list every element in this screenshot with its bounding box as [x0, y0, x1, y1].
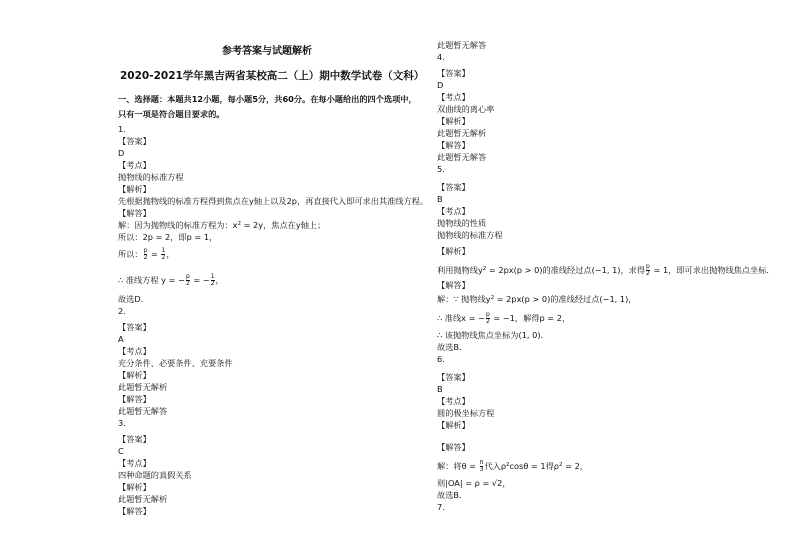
q2-solution: 此题暂无解答 [118, 406, 168, 416]
analysis-label: 【解析】 [437, 246, 470, 256]
q6-point: 圆的极坐标方程 [437, 408, 495, 418]
point-label: 【考点】 [118, 346, 151, 356]
q3-number: 3. [118, 418, 126, 428]
point-label: 【考点】 [437, 396, 470, 406]
solution-label: 【解答】 [437, 442, 470, 452]
analysis-label: 【解析】 [118, 482, 151, 492]
q6-answer: B [437, 384, 443, 394]
solution-label: 【解答】 [118, 208, 151, 218]
q3-solution: 此题暂无解答 [437, 40, 487, 50]
solution-label: 【解答】 [437, 140, 470, 150]
point-label: 【考点】 [118, 160, 151, 170]
q6-solution-line1: 解：将θ = $\frac{\pi}{3}$ 代入$\rho^2\cos\theta = 1$得$\rho^2 = 2$， [437, 459, 588, 473]
q5-analysis: 利用抛物线$y^2 = 2px(p > 0)$的准线经过点(−1, 1)，求得 $\frac{p}{2}$ = 1，即可求出抛物线焦点坐标． [437, 263, 775, 277]
analysis-label: 【解析】 [118, 184, 151, 194]
q1-solution-line2: 所以：2p = 2，即p = 1， [118, 232, 218, 242]
analysis-label: 【解析】 [437, 116, 470, 126]
q4-solution: 此题暂无解答 [437, 152, 487, 162]
answer-title: 参考答案与试题解析 [222, 46, 312, 57]
q1-solution-line4: ∴ 准线方程 y = − $\frac{p}{2}$ = − $\frac{1}{2}$ ， [118, 273, 224, 287]
q5-number: 5. [437, 164, 445, 174]
point-label: 【考点】 [437, 92, 470, 102]
q5-point-1: 抛物线的性质 [437, 218, 487, 228]
q7-number: 7. [437, 502, 445, 512]
exam-title: 2020-2021学年黑吉两省某校高二（上）期中数学试卷（文科） [120, 70, 425, 82]
section-heading: 一、选择题：本题共12小题，每小题5分，共60分。在每小题给出的四个选项中， [118, 94, 417, 104]
q1-solution-line5: 故选D． [118, 294, 149, 304]
answer-label: 【答案】 [118, 434, 151, 444]
q1-point: 抛物线的标准方程 [118, 172, 184, 182]
q3-point: 四种命题的真假关系 [118, 470, 192, 480]
q4-answer: D [437, 80, 444, 90]
q6-solution-line2: 则|OA| = ρ = √2， [437, 478, 511, 488]
q5-point-2: 抛物线的标准方程 [437, 230, 503, 240]
section-heading-line2: 只有一项是符合题目要求的。 [118, 109, 225, 119]
point-label: 【考点】 [118, 458, 151, 468]
q5-solution-line3: ∴ 该抛物线焦点坐标为(1, 0)． [437, 330, 549, 340]
answer-label: 【答案】 [437, 68, 470, 78]
answer-label: 【答案】 [118, 136, 151, 146]
q3-analysis: 此题暂无解析 [118, 494, 168, 504]
q1-analysis: 先根据抛物线的标准方程得到焦点在y轴上以及2p，再直接代入即可求出其准线方程。 [118, 196, 429, 206]
q3-answer: C [118, 446, 124, 456]
q2-answer: A [118, 334, 124, 344]
analysis-label: 【解析】 [437, 420, 470, 430]
solution-label: 【解答】 [118, 506, 151, 516]
q1-number: 1. [118, 124, 126, 134]
q2-point: 充分条件、必要条件、充要条件 [118, 358, 233, 368]
q4-analysis: 此题暂无解析 [437, 128, 487, 138]
q2-number: 2. [118, 306, 126, 316]
q5-solution-line4: 故选B． [437, 342, 468, 352]
q6-number: 6. [437, 354, 445, 364]
q2-analysis: 此题暂无解析 [118, 382, 168, 392]
analysis-label: 【解析】 [118, 370, 151, 380]
q1-answer: D [118, 148, 125, 158]
answer-label: 【答案】 [437, 372, 470, 382]
q5-solution-line2: ∴ 准线x = − $\frac{p}{2}$ = −1，解得p = 2， [437, 311, 571, 325]
q4-point: 双曲线的离心率 [437, 104, 495, 114]
q6-solution-line3: 故选B． [437, 490, 468, 500]
q1-solution-line1: 解：因为抛物线的标准方程为：$x^2 = 2y$，焦点在y轴上； [118, 220, 326, 230]
q4-number: 4. [437, 52, 445, 62]
q5-answer: B [437, 194, 443, 204]
solution-label: 【解答】 [437, 280, 470, 290]
answer-label: 【答案】 [118, 322, 151, 332]
q5-solution-line1: 解：∵ 抛物线$y^2 = 2px(p > 0)$的准线经过点(−1, 1)， [437, 294, 637, 304]
answer-label: 【答案】 [437, 182, 470, 192]
solution-label: 【解答】 [118, 394, 151, 404]
point-label: 【考点】 [437, 206, 470, 216]
q1-solution-line3: 所以： $\frac{p}{2}$ = $\frac{1}{2}$ ， [118, 247, 175, 261]
